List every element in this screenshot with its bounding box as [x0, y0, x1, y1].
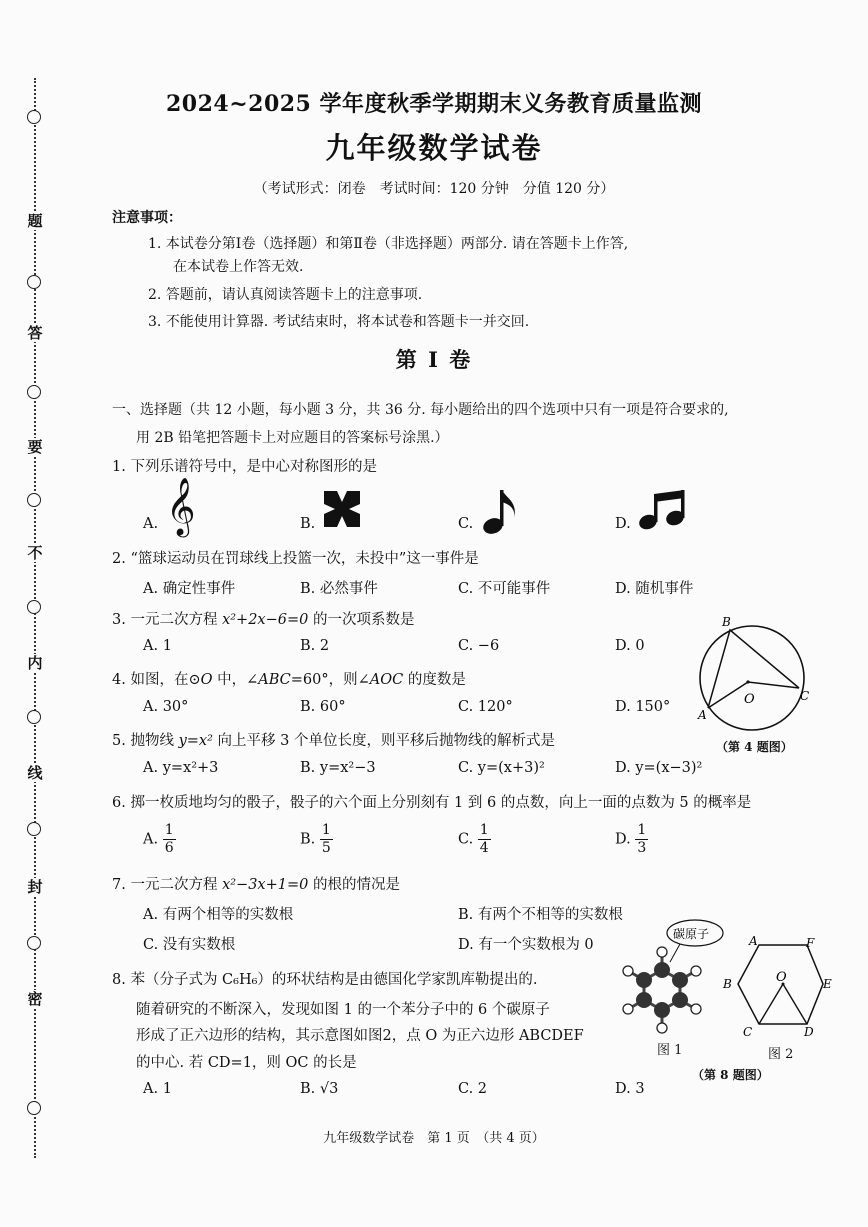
fraction-numerator: 1 — [637, 822, 647, 838]
q7-option-d: D. 有一个实数根为 0 — [458, 937, 594, 953]
seal-circle — [27, 275, 41, 289]
benzene-molecule-figure — [622, 918, 724, 1040]
exam-info: （考试形式：闭卷 考试时间：120 分钟 分值 120 分） — [253, 181, 615, 197]
label-a: A — [698, 708, 707, 722]
seal-char: 答 — [27, 324, 43, 342]
q6-option-c-label: C. — [458, 831, 474, 848]
q3-stem-pre: 3. 一元二次方程 — [112, 612, 223, 628]
figure-2-label: 图 2 — [768, 1047, 794, 1062]
fraction-numerator: 1 — [479, 822, 489, 838]
q6-fraction-a — [163, 822, 176, 857]
seal-char: 线 — [27, 764, 43, 782]
q7-stem-pre: 7. 一元二次方程 — [112, 877, 223, 893]
hex-label-o: O — [776, 970, 787, 985]
q4-stem-val: =60°，则∠ — [290, 672, 370, 688]
seal-circle — [27, 1101, 41, 1115]
q7-option-c: C. 没有实数根 — [143, 937, 236, 953]
label-b: B — [722, 615, 731, 629]
q7-stem-post: 的根的情况是 — [308, 877, 400, 893]
q3-option-c: C. −6 — [458, 638, 500, 654]
notice-heading: 注意事项： — [112, 210, 182, 226]
hex-label-c: C — [743, 1025, 753, 1039]
q6-fraction-b — [320, 822, 333, 857]
seal-circle — [27, 385, 41, 399]
q6-option-a — [143, 822, 176, 857]
seal-circle — [27, 493, 41, 507]
q6-option-a-label: A. — [143, 831, 159, 848]
q4-stem-mid: 中，∠ — [212, 672, 259, 688]
seal-circle — [27, 936, 41, 950]
part-title: 第 I 卷 — [395, 347, 473, 372]
q2-option-c: C. 不可能事件 — [458, 581, 551, 597]
q4-stem-post: 的度数是 — [403, 672, 466, 688]
hex-label-e: E — [823, 977, 832, 991]
q6-option-b-label: B. — [300, 831, 316, 848]
question-8-line-3: 形成了正六边形的结构，其示意图如图2，点 O 为正六边形 ABCDEF — [136, 1028, 584, 1044]
question-8-line-1: 8. 苯（分子式为 C₆H₆）的环状结构是由德国化学家凯库勒提出的. — [112, 972, 538, 988]
q3-equation: x²+2x−6=0 — [222, 612, 309, 628]
question-7-stem — [112, 873, 400, 894]
q5-equation: y=x² — [178, 733, 213, 749]
section-line-1: 一、选择题（共 12 小题，每小题 3 分，共 36 分. 每小题给出的四个选项中只有一项是符合要求的, — [112, 402, 729, 418]
q2-option-b: B. 必然事件 — [300, 581, 378, 597]
q4-option-d: D. 150° — [615, 699, 671, 715]
seal-char: 内 — [27, 654, 43, 672]
q7-option-a: A. 有两个相等的实数根 — [143, 907, 294, 923]
triangle-ocd — [759, 984, 807, 1024]
question-8-line-4: 的中心. 若 CD=1，则 OC 的长是 — [136, 1055, 357, 1071]
q8-figure-caption: （第 8 题图） — [692, 1068, 769, 1082]
seal-char: 密 — [27, 990, 43, 1008]
q2-option-d: D. 随机事件 — [615, 581, 694, 597]
q3-option-a: A. 1 — [143, 638, 172, 654]
q5-option-d: D. y=(x−3)² — [615, 760, 703, 776]
q3-option-d: D. 0 — [615, 638, 645, 654]
seal-char: 封 — [27, 878, 43, 896]
q6-option-d-label: D. — [615, 831, 631, 848]
q4-stem-aoc: AOC — [369, 672, 404, 688]
q4-stem-abc: ABC — [258, 672, 291, 688]
page-footer: 九年级数学试卷 第 1 页 （共 4 页） — [323, 1131, 545, 1146]
question-1-stem: 1. 下列乐谱符号中，是中心对称图形的是 — [112, 459, 377, 475]
seal-circle — [27, 822, 41, 836]
q8-option-b: B. √3 — [300, 1081, 339, 1097]
q4-option-c: C. 120° — [458, 699, 513, 715]
q6-option-b — [300, 822, 333, 857]
circle-o — [700, 626, 804, 730]
q1-option-d-label: D. — [615, 516, 631, 532]
q4-figure-caption: （第 4 题图） — [716, 740, 793, 754]
beamed-notes-icon — [638, 488, 686, 532]
hex-label-d: D — [804, 1025, 814, 1039]
exam-subtitle: 九年级数学试卷 — [325, 131, 543, 165]
eighth-note-icon — [482, 486, 522, 536]
q4-option-a: A. 30° — [143, 699, 189, 715]
question-6-stem: 6. 掷一枚质地均匀的骰子，骰子的六个面上分别刻有 1 到 6 的点数，向上一面的点数为 5 的概率是 — [112, 795, 752, 811]
question-5-stem — [112, 729, 555, 750]
fraction-denominator: 6 — [164, 840, 174, 856]
fraction-numerator: 1 — [164, 822, 174, 838]
q7-equation: x²−3x+1=0 — [222, 877, 309, 893]
label-o: O — [744, 692, 755, 707]
section-heading — [112, 396, 812, 452]
q4-stem-pre: 4. 如图，在⊙ — [112, 672, 201, 688]
seal-circle — [27, 600, 41, 614]
question-4-stem — [112, 668, 466, 689]
notice-item-3: 3. 不能使用计算器. 考试结束时，将本试卷和答题卡一并交回. — [148, 314, 530, 330]
q2-option-a: A. 确定性事件 — [143, 581, 236, 597]
q5-option-a: A. y=x²+3 — [143, 760, 219, 776]
label-c: C — [800, 689, 810, 703]
q1-option-c-label: C. — [458, 516, 474, 532]
q1-option-a-label: A. — [143, 516, 159, 532]
q4-circle-figure — [690, 608, 820, 732]
fraction-denominator: 5 — [321, 840, 331, 856]
exam-title: 2024~2025 学年度秋季学期期末义务教育质量监测 — [165, 91, 703, 117]
treble-clef-icon: 𝄞 — [166, 477, 196, 535]
question-2-stem: 2. “篮球运动员在罚球线上投篮一次，未投中”这一事件是 — [112, 551, 479, 567]
notice-item-2: 2. 答题前，请认真阅读答题卡上的注意事项. — [148, 287, 423, 303]
fraction-denominator: 4 — [479, 840, 489, 856]
q6-fraction-c — [478, 822, 491, 857]
q5-stem-pre: 5. 抛物线 — [112, 733, 179, 749]
question-8-line-2: 随着研究的不断深入，发现如图 1 的一个苯分子中的 6 个碳原子 — [136, 1002, 550, 1018]
q3-option-b: B. 2 — [300, 638, 330, 654]
hex-label-f: F — [806, 936, 815, 950]
seal-char: 要 — [27, 438, 43, 456]
hexagon-figure — [718, 932, 836, 1044]
q5-stem-post: 向上平移 3 个单位长度，则平移后抛物线的解析式是 — [212, 733, 555, 749]
q3-stem-post: 的一次项系数是 — [308, 612, 415, 628]
figure-1-label: 图 1 — [657, 1043, 683, 1058]
q4-option-b: B. 60° — [300, 699, 346, 715]
hex-label-b: B — [723, 977, 732, 991]
q1-option-b-label: B. — [300, 516, 316, 532]
q6-fraction-d — [635, 822, 648, 857]
notice-item-1-cont: 在本试卷上作答无效. — [173, 259, 304, 275]
q5-option-b: B. y=x²−3 — [300, 760, 376, 776]
fraction-denominator: 3 — [637, 840, 647, 856]
seal-char: 题 — [27, 212, 43, 230]
q4-stem-o: O — [200, 672, 213, 688]
q8-option-c: C. 2 — [458, 1081, 488, 1097]
q8-option-d: D. 3 — [615, 1081, 645, 1097]
q7-option-b: B. 有两个不相等的实数根 — [458, 907, 623, 923]
q6-option-c — [458, 822, 491, 857]
q5-option-c: C. y=(x+3)² — [458, 760, 545, 776]
hex-label-a: A — [749, 934, 758, 948]
q8-option-a: A. 1 — [143, 1081, 172, 1097]
section-line-2: 用 2B 铅笔把答题卡上对应题目的答案标号涂黑.） — [136, 430, 449, 446]
seal-char: 不 — [27, 544, 43, 562]
seal-circle — [27, 710, 41, 724]
fraction-numerator: 1 — [321, 822, 331, 838]
q6-option-d — [615, 822, 648, 857]
question-3-stem — [112, 608, 414, 629]
notice-item-1: 1. 本试卷分第Ⅰ卷（选择题）和第Ⅱ卷（非选择题）两部分. 请在答题卡上作答, — [148, 236, 629, 252]
double-sharp-icon — [321, 488, 363, 530]
carbon-atom-label: 碳原子 — [673, 927, 710, 941]
